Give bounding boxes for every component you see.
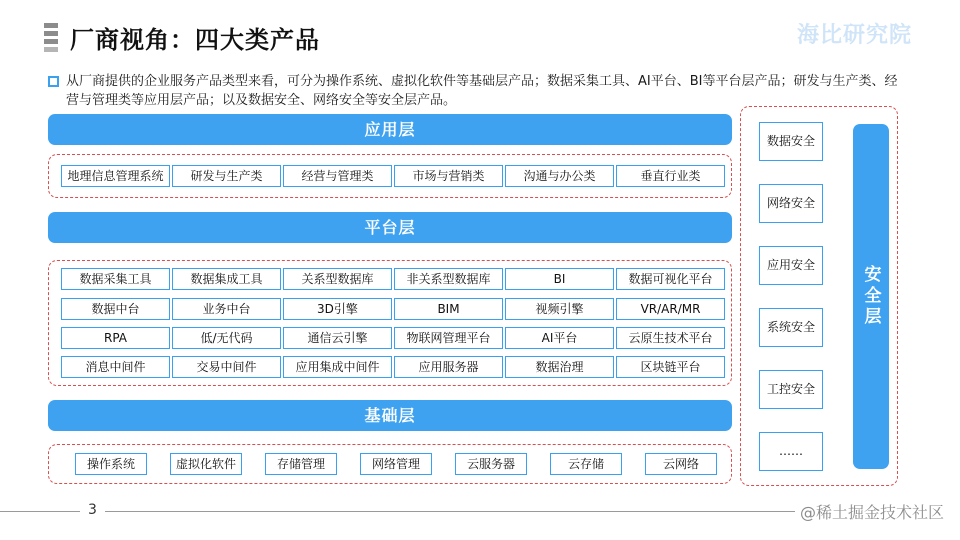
intro-text: 从厂商提供的企业服务产品类型来看，可分为操作系统、虚拟化软件等基础层产品；数据采集工具、AI平台、BI等平台层产品；研发与生产类、经营与管理类等应用层产品；以及数据安全、网络安全等安全层产品。: [66, 74, 898, 108]
application-item: 地理信息管理系统: [61, 165, 170, 187]
brand-logo-icon: [44, 23, 58, 53]
platform-item: 区块链平台: [616, 356, 725, 378]
platform-item: 低/无代码: [172, 327, 281, 349]
page-number: 3: [88, 502, 97, 518]
base-item: 虚拟化软件: [170, 453, 242, 475]
footer-divider: [105, 511, 795, 512]
platform-item: 云原生技术平台: [616, 327, 725, 349]
square-bullet-icon: [48, 76, 59, 87]
platform-item: 数据治理: [505, 356, 614, 378]
base-item: 云网络: [645, 453, 717, 475]
base-item: 云服务器: [455, 453, 527, 475]
footer-divider: [0, 511, 80, 512]
page-title: 厂商视角：四大类产品: [70, 26, 320, 54]
platform-item: 物联网管理平台: [394, 327, 503, 349]
base-item: 云存储: [550, 453, 622, 475]
security-item: 系统安全: [759, 308, 823, 347]
application-item: 经营与管理类: [283, 165, 392, 187]
platform-item: AI平台: [505, 327, 614, 349]
platform-item: 关系型数据库: [283, 268, 392, 290]
application-item: 市场与营销类: [394, 165, 503, 187]
security-item: 网络安全: [759, 184, 823, 223]
platform-layer-box: [48, 260, 732, 386]
platform-item: 数据可视化平台: [616, 268, 725, 290]
brand-watermark: 海比研究院: [796, 23, 912, 48]
platform-item: 交易中间件: [172, 356, 281, 378]
security-layer-label: 安全层: [860, 265, 881, 328]
platform-layer-bar: 平台层: [48, 212, 732, 243]
platform-item: 视频引擎: [505, 298, 614, 320]
platform-item: 应用集成中间件: [283, 356, 392, 378]
base-layer-box: [48, 444, 732, 484]
platform-item: 数据中台: [61, 298, 170, 320]
security-layer-bar: [853, 124, 889, 469]
security-item: 工控安全: [759, 370, 823, 409]
platform-item: 数据集成工具: [172, 268, 281, 290]
application-item: 垂直行业类: [616, 165, 725, 187]
platform-item: 业务中台: [172, 298, 281, 320]
platform-item: BIM: [394, 298, 503, 320]
intro-paragraph: [48, 72, 908, 110]
platform-item: 应用服务器: [394, 356, 503, 378]
application-layer-box: [48, 154, 732, 198]
base-layer-bar: 基础层: [48, 400, 732, 431]
security-item: ……: [759, 432, 823, 471]
platform-item: VR/AR/MR: [616, 298, 725, 320]
application-item: 研发与生产类: [172, 165, 281, 187]
platform-item: 3D引擎: [283, 298, 392, 320]
security-item: 数据安全: [759, 122, 823, 161]
application-layer-bar: 应用层: [48, 114, 732, 145]
platform-item: 消息中间件: [61, 356, 170, 378]
base-item: 操作系统: [75, 453, 147, 475]
application-item: 沟通与办公类: [505, 165, 614, 187]
platform-item: RPA: [61, 327, 170, 349]
platform-item: BI: [505, 268, 614, 290]
security-layer-box: [740, 106, 898, 486]
platform-item: 数据采集工具: [61, 268, 170, 290]
platform-item: 通信云引擎: [283, 327, 392, 349]
base-item: 网络管理: [360, 453, 432, 475]
source-watermark: @稀土掘金技术社区: [799, 503, 944, 522]
base-item: 存储管理: [265, 453, 337, 475]
security-item: 应用安全: [759, 246, 823, 285]
platform-item: 非关系型数据库: [394, 268, 503, 290]
